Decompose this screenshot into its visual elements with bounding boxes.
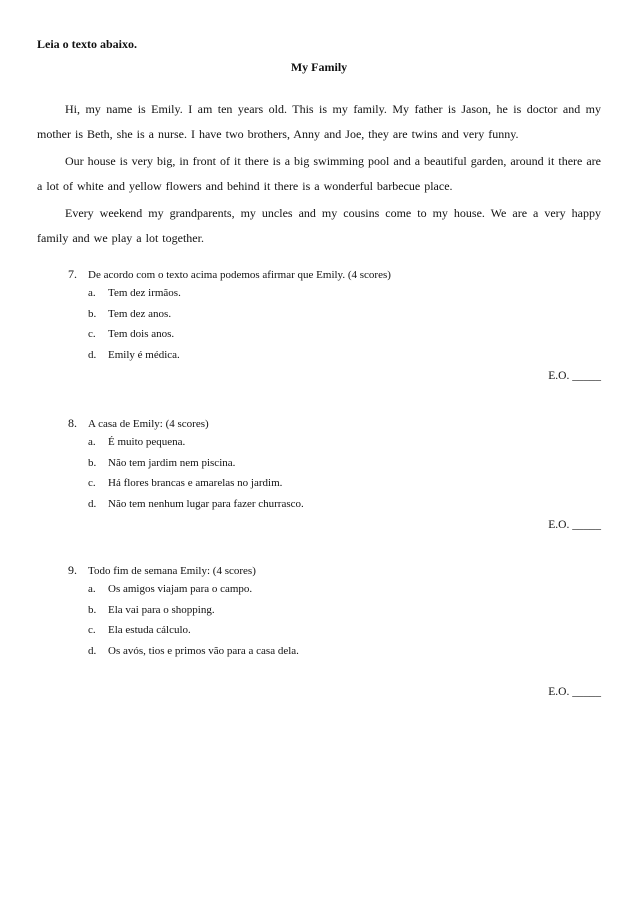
option-text: Há flores brancas e amarelas no jardim. (108, 477, 283, 489)
question-number: 8. (68, 416, 77, 430)
option-c[interactable] (68, 477, 601, 498)
paragraph-1: Hi, my name is Emily. I am ten years old. This is my family. My father is Jason, he is doctor and my mother is Beth, she is a nurse. I have two brothers, Anny and Joe, they are twins and very funny. (37, 102, 601, 141)
question-header (68, 267, 601, 287)
option-d[interactable] (68, 349, 601, 370)
option-letter: c. (88, 328, 96, 340)
eo-answer-field[interactable]: E.O. _____ (548, 519, 601, 531)
paragraph-3: Every weekend my grandparents, my uncles and my cousins come to my house. We are a very happy family and we play a lot together. (37, 206, 601, 245)
question-text: A casa de Emily: (4 scores) (88, 418, 209, 430)
option-letter: d. (88, 497, 97, 510)
option-text: Tem dez anos. (108, 307, 172, 320)
option-text: Tem dois anos. (108, 328, 175, 340)
option-text: Emily é médica. (108, 348, 180, 361)
option-letter: a. (88, 287, 96, 299)
option-b[interactable] (68, 604, 601, 625)
question-number: 7. (68, 267, 77, 281)
instruction-text: Leia o texto abaixo. (37, 37, 137, 51)
option-letter: b. (88, 603, 97, 616)
option-text: Os amigos viajam para o campo. (108, 583, 253, 595)
option-letter: b. (88, 456, 97, 469)
text-title (0, 60, 638, 75)
option-text: Os avós, tios e primos vão para a casa dela. (108, 644, 299, 657)
option-b[interactable] (68, 308, 601, 329)
option-letter: b. (88, 307, 97, 320)
option-b[interactable] (68, 457, 601, 478)
paragraph-2: Our house is very big, in front of it there is a big swimming pool and a beautiful garden, around it there are a lot of white and yellow flowers and behind it there is a wonderful barbecue place. (37, 154, 601, 193)
question-number: 9. (68, 563, 77, 577)
option-a[interactable] (68, 583, 601, 604)
option-text: Não tem jardim nem piscina. (108, 456, 236, 469)
option-letter: a. (88, 583, 96, 595)
option-text: Tem dez irmãos. (108, 287, 181, 299)
eo-answer-field[interactable]: E.O. _____ (548, 370, 601, 382)
option-text: Ela estuda cálculo. (108, 624, 191, 636)
option-letter: c. (88, 477, 96, 489)
option-c[interactable] (68, 328, 601, 349)
option-letter: d. (88, 348, 97, 361)
option-letter: c. (88, 624, 96, 636)
option-c[interactable] (68, 624, 601, 645)
question-9 (68, 563, 601, 706)
option-d[interactable] (68, 498, 601, 519)
option-a[interactable] (68, 436, 601, 457)
option-d[interactable] (68, 645, 601, 666)
question-text: Todo fim de semana Emily: (4 scores) (88, 565, 256, 577)
option-text: É muito pequena. (108, 436, 186, 448)
question-header (68, 416, 601, 436)
option-text: Ela vai para o shopping. (108, 603, 215, 616)
question-header (68, 563, 601, 583)
question-text: De acordo com o texto acima podemos afirmar que Emily. (4 scores) (88, 269, 391, 281)
option-a[interactable] (68, 287, 601, 308)
option-text: Não tem nenhum lugar para fazer churrasco. (108, 497, 304, 510)
option-letter: d. (88, 644, 97, 657)
option-letter: a. (88, 436, 96, 448)
text-title-label: My Family (290, 60, 348, 74)
question-7 (68, 267, 601, 390)
eo-answer-field[interactable]: E.O. _____ (548, 686, 601, 698)
question-8 (68, 416, 601, 539)
